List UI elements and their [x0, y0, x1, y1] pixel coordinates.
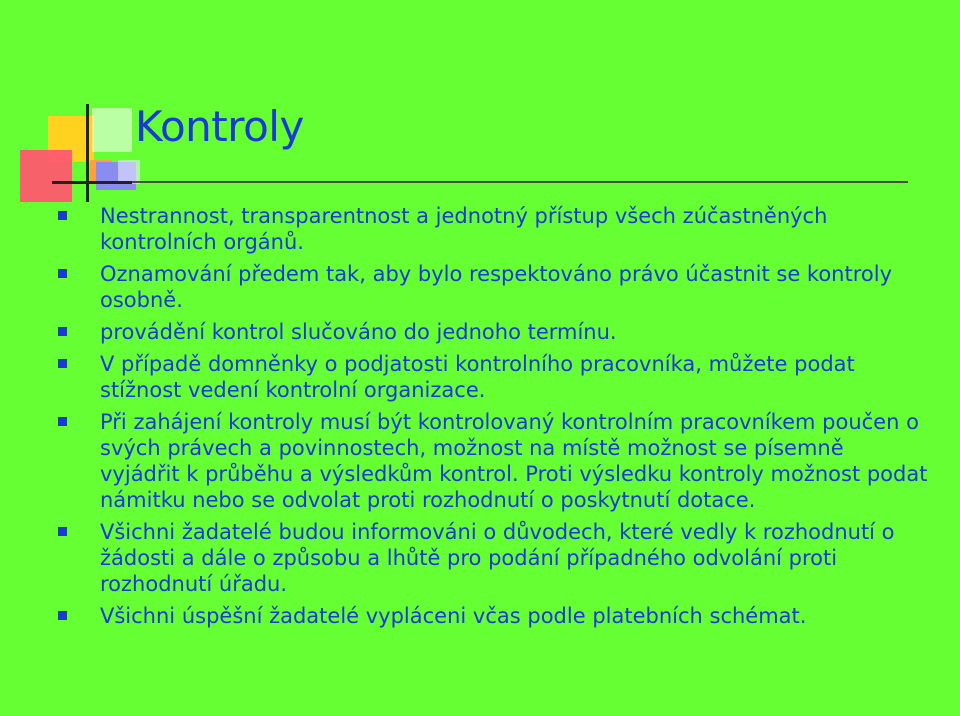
list-item — [58, 319, 928, 345]
list-item — [58, 261, 928, 313]
square-bullet-icon — [58, 359, 67, 368]
bullet-text: Při zahájení kontroly musí být kontrolovaný kontrolním pracovníkem poučen o svých právech a povinnostech, možnost na místě možnost se písemně vyjádřit k průběhu a výsledkům kontrol. Proti výsledku kontroly možnost podat námitku nebo se odvolat proti rozhodnutí o poskytnutí dotace. — [100, 410, 928, 512]
slide-title: Kontroly — [135, 102, 304, 151]
title-divider-accent — [52, 181, 132, 184]
list-item — [58, 351, 928, 403]
square-bullet-icon — [58, 327, 67, 336]
bullet-text: V případě domněnky o podjatosti kontrolního pracovníka, můžete podat stížnost vedení kontrolní organizace. — [100, 352, 855, 402]
logo-vertical-line — [86, 104, 89, 202]
list-item — [58, 203, 928, 255]
square-bullet-icon — [58, 527, 67, 536]
square-bullet-icon — [58, 269, 67, 278]
bullet-text: Nestrannost, transparentnost a jednotný přístup všech zúčastněných kontrolních orgánů. — [100, 204, 828, 254]
logo-pink-square — [20, 150, 72, 202]
list-item — [58, 519, 928, 597]
square-bullet-icon — [58, 211, 67, 220]
bullet-text: provádění kontrol slučováno do jednoho termínu. — [100, 320, 617, 344]
bullet-text: Oznamování předem tak, aby bylo respektováno právo účastnit se kontroly osobně. — [100, 262, 893, 312]
list-item — [58, 603, 928, 629]
bullet-list — [58, 203, 928, 635]
title-divider-line — [52, 181, 908, 183]
square-bullet-icon — [58, 417, 67, 426]
square-bullet-icon — [58, 611, 67, 620]
list-item — [58, 409, 928, 513]
bullet-text: Všichni žadatelé budou informováni o důvodech, které vedly k rozhodnutí o žádosti a dále o způsobu a lhůtě pro podání případného odvolání proti rozhodnutí úřadu. — [100, 520, 895, 596]
logo-white-square — [92, 108, 132, 152]
bullet-text: Všichni úspěšní žadatelé vypláceni včas podle platebních schémat. — [100, 604, 807, 628]
